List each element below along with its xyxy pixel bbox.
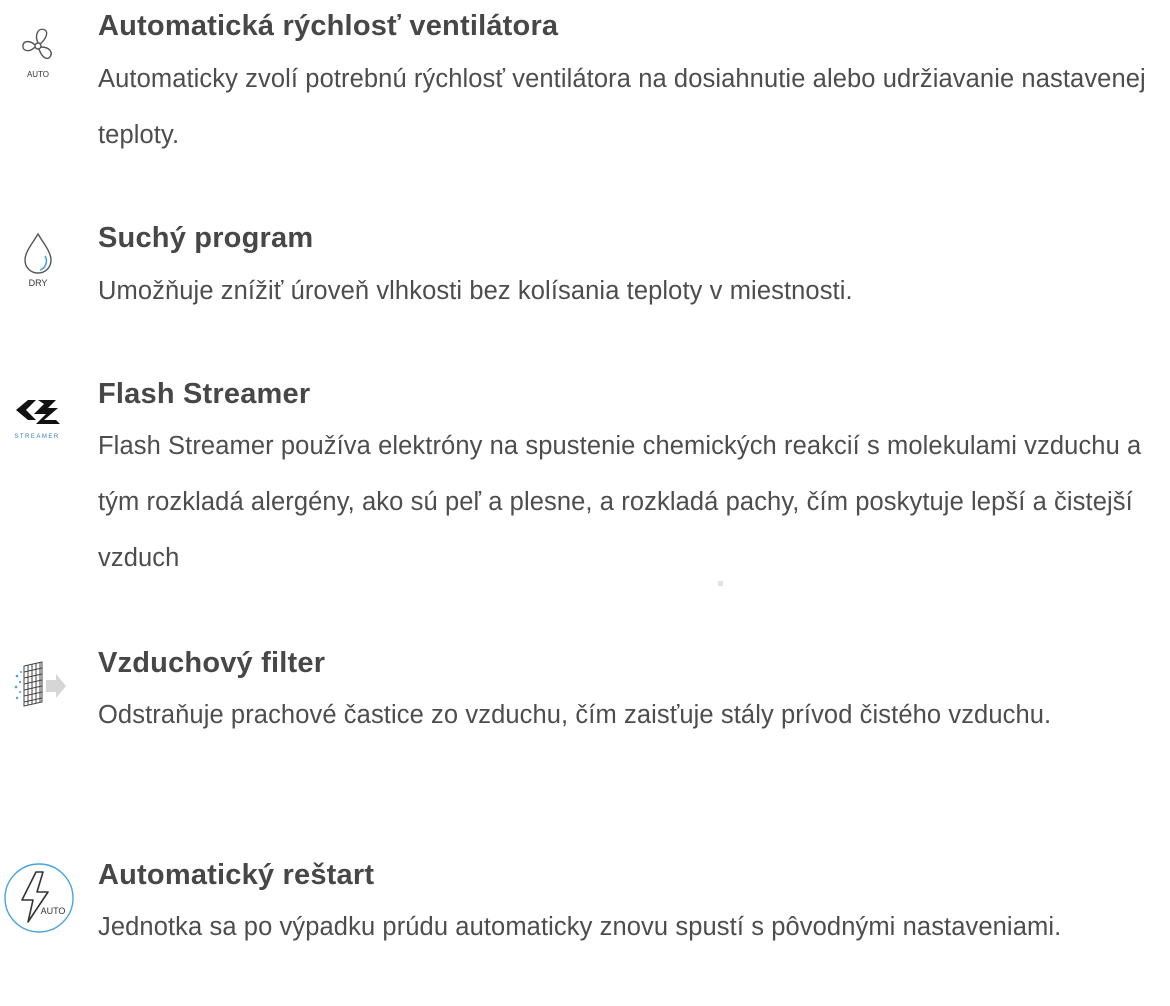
auto-restart-icon — [2, 862, 76, 936]
feature-title: Automatická rýchlosť ventilátora — [98, 10, 559, 42]
feature-title: Flash Streamer — [98, 378, 311, 410]
streamer-icon-label: STREAMER — [14, 434, 60, 440]
dry-drop-icon — [18, 230, 62, 294]
feature-title: Suchý program — [98, 222, 314, 254]
air-filter-icon — [12, 658, 68, 714]
feature-title: Automatický reštart — [98, 859, 375, 891]
feature-description: Jednotka sa po výpadku prúdu automaticky znovu spustí s pôvodnými nastaveniami. — [98, 913, 1062, 941]
fan-auto-icon-label: AUTO — [26, 70, 50, 79]
dry-icon-label: DRY — [28, 278, 48, 288]
streamer-icon — [14, 394, 64, 444]
feature-description: Odstraňuje prachové častice zo vzduchu, čím zaisťuje stály prívod čistého vzduchu. — [98, 701, 1052, 729]
feature-description: Flash Streamer používa elektróny na spustenie chemických reakcií s molekulami vzduchu a tým rozkladá alergény, ako sú peľ a plesne, a rozkladá pachy, čím poskytuje lepší a čistejší vzduch — [98, 432, 1142, 572]
decorative-dot — [718, 581, 723, 586]
feature-description: Umožňuje znížiť úroveň vlhkosti bez kolísania teploty v miestnosti. — [98, 277, 853, 305]
feature-title: Vzduchový filter — [98, 647, 326, 679]
fan-auto-icon — [14, 18, 64, 82]
feature-description: Automaticky zvolí potrebnú rýchlosť ventilátora na dosiahnutie alebo udržiavanie nastavenej teploty. — [98, 65, 1146, 149]
auto-restart-icon-label: AUTO — [40, 906, 66, 916]
